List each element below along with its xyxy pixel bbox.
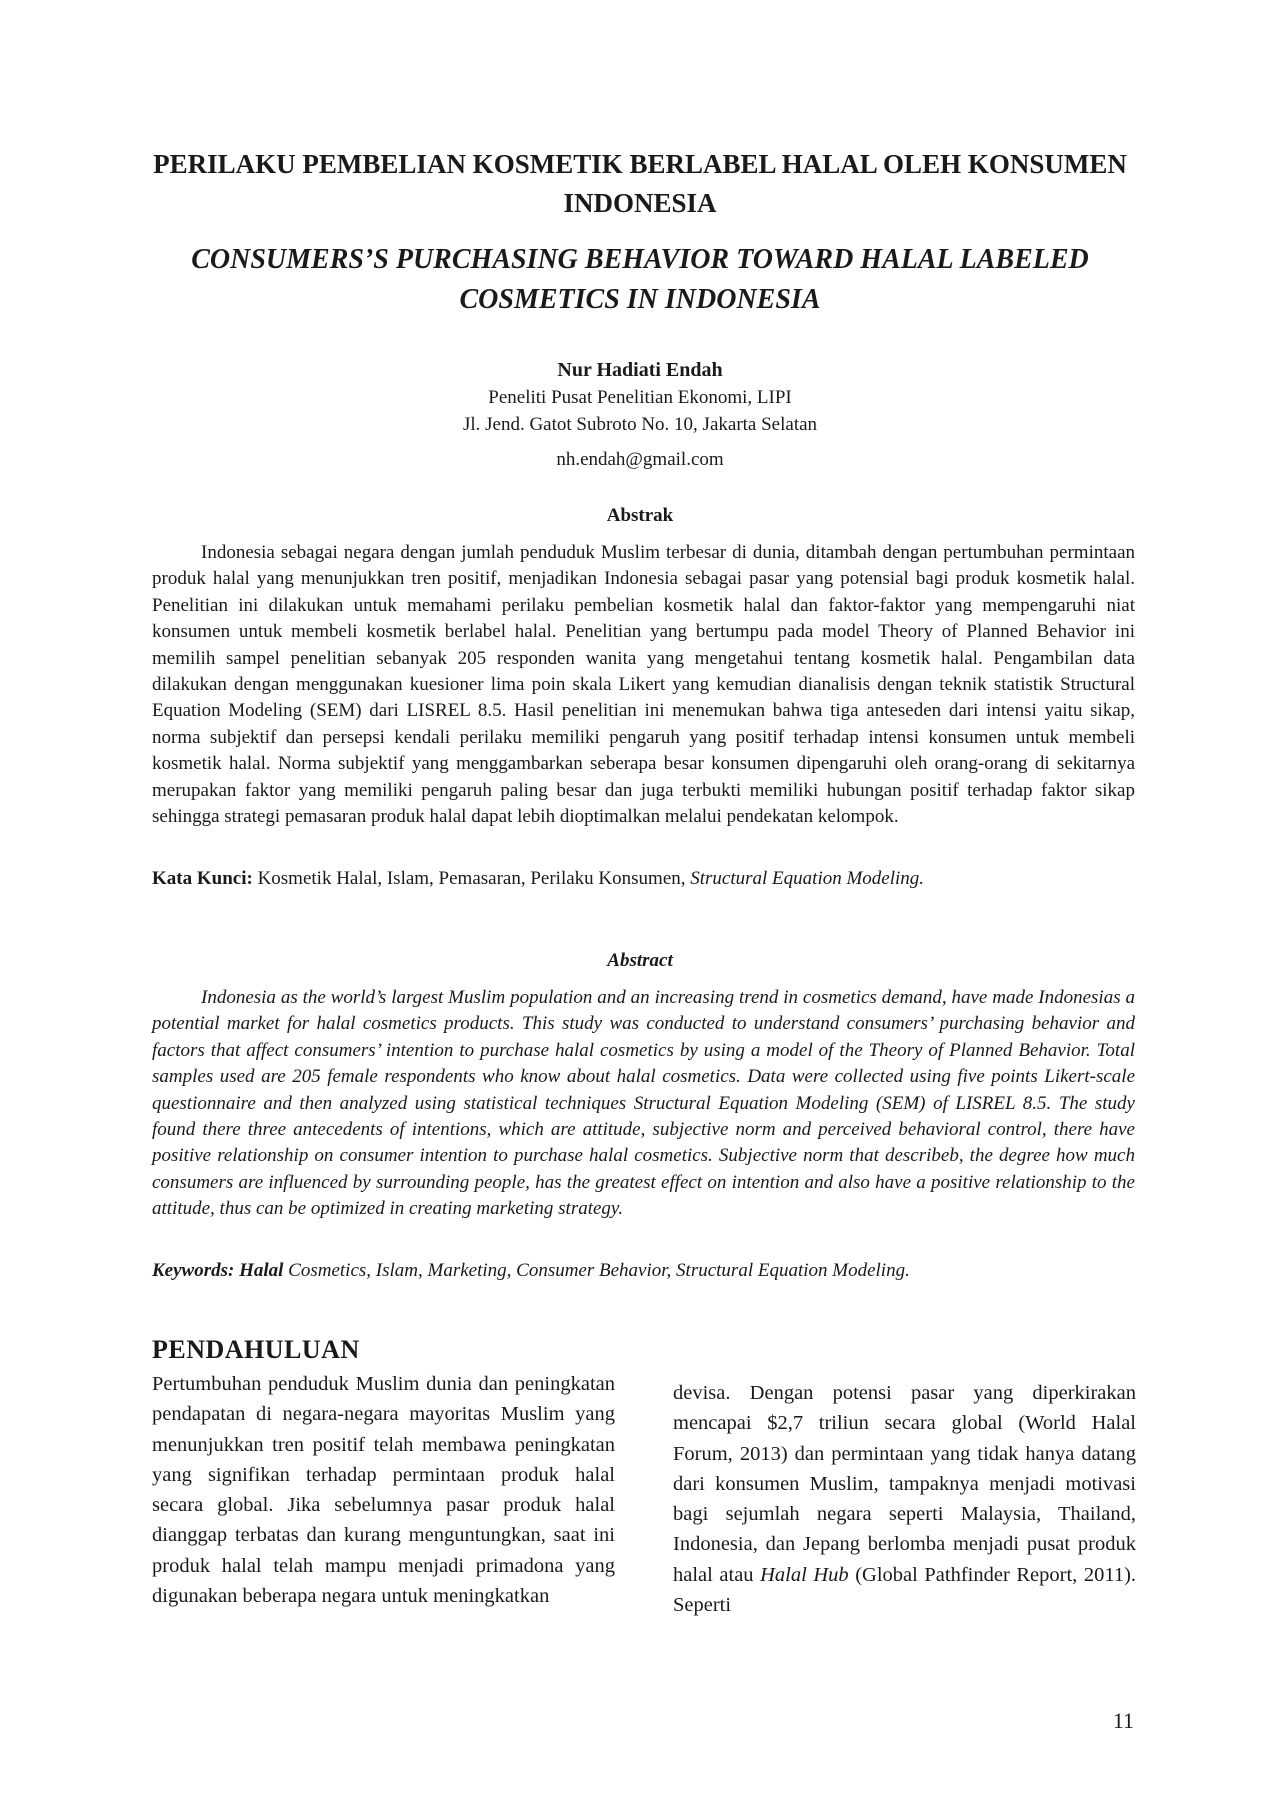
page-number: 11 — [1112, 1708, 1134, 1733]
author-block — [150, 356, 1130, 473]
paper-title-indonesian: PERILAKU PEMBELIAN KOSMETIK BERLABEL HALAL OLEH KONSUMEN INDONESIA — [153, 149, 1127, 218]
keywords-colon: : — [228, 1260, 235, 1281]
author-address: Jl. Jend. Gatot Subroto No. 10, Jakarta Selatan — [462, 414, 818, 435]
keywords-en — [152, 1258, 1135, 1284]
keywords-text: Cosmetics, Islam, Marketing, Consumer Behavior, Structural Equation Modeling. — [288, 1260, 910, 1281]
body-right-text-2: (Global Pathfinder Report, 2011). Seperti — [673, 1563, 1137, 1617]
author-name: Nur Hadiati Endah — [557, 359, 723, 381]
body-right-italic: Halal Hub — [760, 1563, 849, 1586]
paper-title-english: CONSUMERS’S PURCHASING BEHAVIOR TOWARD HALAL LABELED COSMETICS IN INDONESIA — [191, 244, 1089, 315]
keywords-bold-word: Halal — [239, 1260, 284, 1281]
keywords-label: Keywords — [152, 1260, 228, 1281]
body-column-right — [673, 1378, 1136, 1620]
author-affiliation: Peneliti Pusat Penelitian Ekonomi, LIPI — [488, 387, 792, 408]
section-heading-pendahuluan: PENDAHULUAN — [152, 1335, 360, 1364]
kata-kunci-text: Kosmetik Halal, Islam, Pemasaran, Perilaku Konsumen, — [257, 868, 686, 889]
author-email: nh.endah@gmail.com — [556, 449, 724, 470]
kata-kunci — [152, 866, 1135, 892]
body-right-text-1: devisa. Dengan potensi pasar yang diperkirakan mencapai $2,7 triliun secara global (World Halal Forum, 2013) dan permintaan yang tidak hanya datang dari konsumen Muslim, tampaknya menjadi motivasi bagi sejumlah negara seperti Malaysia, Thailand, Indonesia, dan Jepang berlomba menjadi pusat produk halal atau — [673, 1382, 1136, 1586]
kata-kunci-italic: Structural Equation Modeling. — [690, 868, 925, 889]
body-column-left: Pertumbuhan penduduk Muslim dunia dan peningkatan pendapatan di negara-negara mayoritas Muslim yang menunjukkan tren positif telah membawa peningkatan yang signifikan terhadap permintaan produk halal secara global. Jika sebelumnya pasar produk halal dianggap terbatas dan kurang menguntungkan, saat ini produk halal telah mampu menjadi primadona yang digunakan beberapa negara untuk meningkatkan — [152, 1373, 615, 1608]
abstract-text: Indonesia as the world’s largest Muslim population and an increasing trend in cosmetics demand, have made Indonesias a potential market for halal cosmetics products. This study was conducted to understand consumers’ purchasing behavior and factors that affect consumers’ intention to purchase halal cosmetics by using a model of the Theory of Planned Behavior. Total samples used are 205 female respondents who know about halal cosmetics. Data were collected using five points Likert-scale questionnaire and then analyzed using statistical techniques Structural Equation Modeling (SEM) of LISREL 8.5. The study found there three antecedents of intentions, which are attitude, subjective norm and perceived behavioral control, there have positive relationship on consumer intention to purchase halal cosmetics. Subjective norm that describeb, the degree how much consumers are influenced by surrounding people, has the greatest effect on intention and also have a positive relationship to the attitude, thus can be optimized in creating marketing strategy. — [152, 987, 1135, 1220]
abstrak-text: Indonesia sebagai negara dengan jumlah penduduk Muslim terbesar di dunia, ditambah dengan pertumbuhan permintaan produk halal yang menunjukkan tren positif, menjadikan Indonesia sebagai pasar yang potensial bagi produk kosmetik halal. Penelitian ini dilakukan untuk memahami perilaku pembelian kosmetik halal dan faktor-faktor yang mempengaruhi niat konsumen untuk membeli kosmetik berlabel halal. Penelitian yang bertumpu pada model Theory of Planned Behavior ini memilih sampel penelitian sebanyak 205 responden wanita yang mengetahui tentang kosmetik halal. Pengambilan data dilakukan dengan menggunakan kuesioner lima poin skala Likert yang kemudian dianalisis dengan teknik statistik Structural Equation Modeling (SEM) dari LISREL 8.5. Hasil penelitian ini menemukan bahwa tiga anteseden dari intensi yaitu sikap, norma subjektif dan persepsi kendali perilaku memiliki pengaruh yang positif terhadap intensi konsumen untuk membeli kosmetik halal. Norma subjektif yang menggambarkan seberapa besar konsumen dipengaruhi oleh orang-orang di sekitarnya merupakan faktor yang memiliki pengaruh paling besar dan juga terbukti memiliki hubungan positif terhadap faktor sikap sehingga strategi pemasaran produk halal dapat lebih dioptimalkan melalui pendekatan kelompok. — [152, 542, 1135, 828]
kata-kunci-label: Kata Kunci: — [152, 868, 253, 889]
abstrak-heading: Abstrak — [606, 505, 674, 526]
abstract-heading: Abstract — [607, 950, 673, 971]
